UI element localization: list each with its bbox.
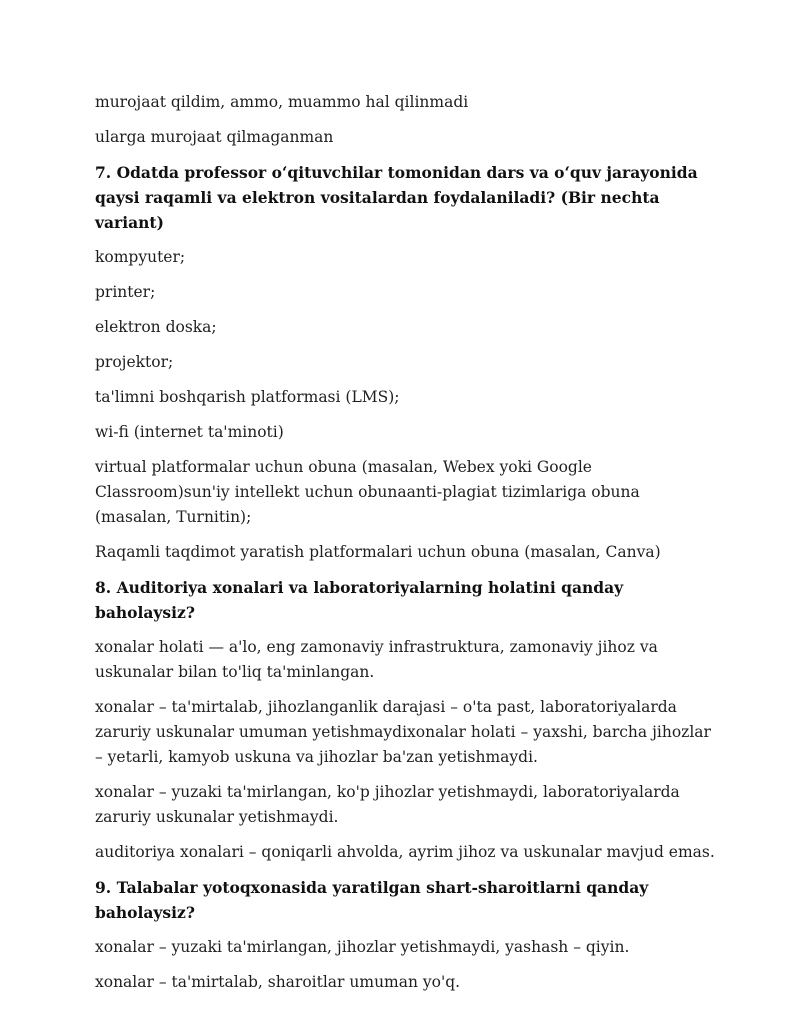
answer-option: Raqamli taqdimot yaratish platformalari uchun obuna (masalan, Canva) bbox=[95, 543, 661, 561]
answer-option: auditoriya xonalari – qoniqarli ahvolda, ayrim jihoz va uskunalar mavjud emas. bbox=[95, 843, 715, 861]
answer-option: xonalar – ta'mirtalab, sharoitlar umuman yo'q. bbox=[95, 973, 461, 991]
answer-option: elektron doska; bbox=[95, 318, 217, 336]
document-page bbox=[95, 90, 715, 1005]
answer-option: xonalar – yuzaki ta'mirlangan, jihozlar yetishmaydi, yashash – qiyin. bbox=[95, 938, 630, 956]
question-8-heading: 8. Auditoriya xonalari va laboratoriyalarning holatini qanday baholaysiz? bbox=[95, 578, 624, 622]
answer-option: ularga murojaat qilmaganman bbox=[95, 128, 334, 146]
answer-option: xonalar holati — a'lo, eng zamonaviy infrastruktura, zamonaviy jihoz va uskunalar bilan to'liq ta'minlangan. bbox=[95, 638, 658, 681]
answer-option: virtual platformalar uchun obuna (masalan, Webex yoki Google Classroom)sun'iy intellekt uchun obunaanti-plagiat tizimlariga obuna (masalan, Turnitin); bbox=[95, 458, 640, 526]
answer-option: printer; bbox=[95, 283, 156, 301]
answer-option: ta'limni boshqarish platformasi (LMS); bbox=[95, 388, 400, 406]
answer-option: murojaat qildim, ammo, muammo hal qilinmadi bbox=[95, 93, 469, 111]
answer-option: projektor; bbox=[95, 353, 174, 371]
answer-option: xonalar – yuzaki ta'mirlangan, ko'p jihozlar yetishmaydi, laboratoriyalarda zaruriy uskunalar yetishmaydi. bbox=[95, 783, 680, 826]
question-9-heading: 9. Talabalar yotoqxonasida yaratilgan shart-sharoitlarni qanday baholaysiz? bbox=[95, 878, 649, 922]
answer-option: wi-fi (internet ta'minoti) bbox=[95, 423, 284, 441]
answer-option: xonalar – ta'mirtalab, jihozlanganlik darajasi – o'ta past, laboratoriyalarda zaruriy uskunalar umuman yetishmaydixonalar holati – yaxshi, barcha jihozlar – yetarli, kamyob uskuna va jihozlar ba'zan yetishmaydi. bbox=[95, 698, 711, 766]
question-7-heading: 7. Odatda professor o‘qituvchilar tomonidan dars va o‘quv jarayonida qaysi raqamli va elektron vositalardan foydalaniladi? (Bir nechta variant) bbox=[95, 163, 698, 232]
answer-option: kompyuter; bbox=[95, 248, 186, 266]
